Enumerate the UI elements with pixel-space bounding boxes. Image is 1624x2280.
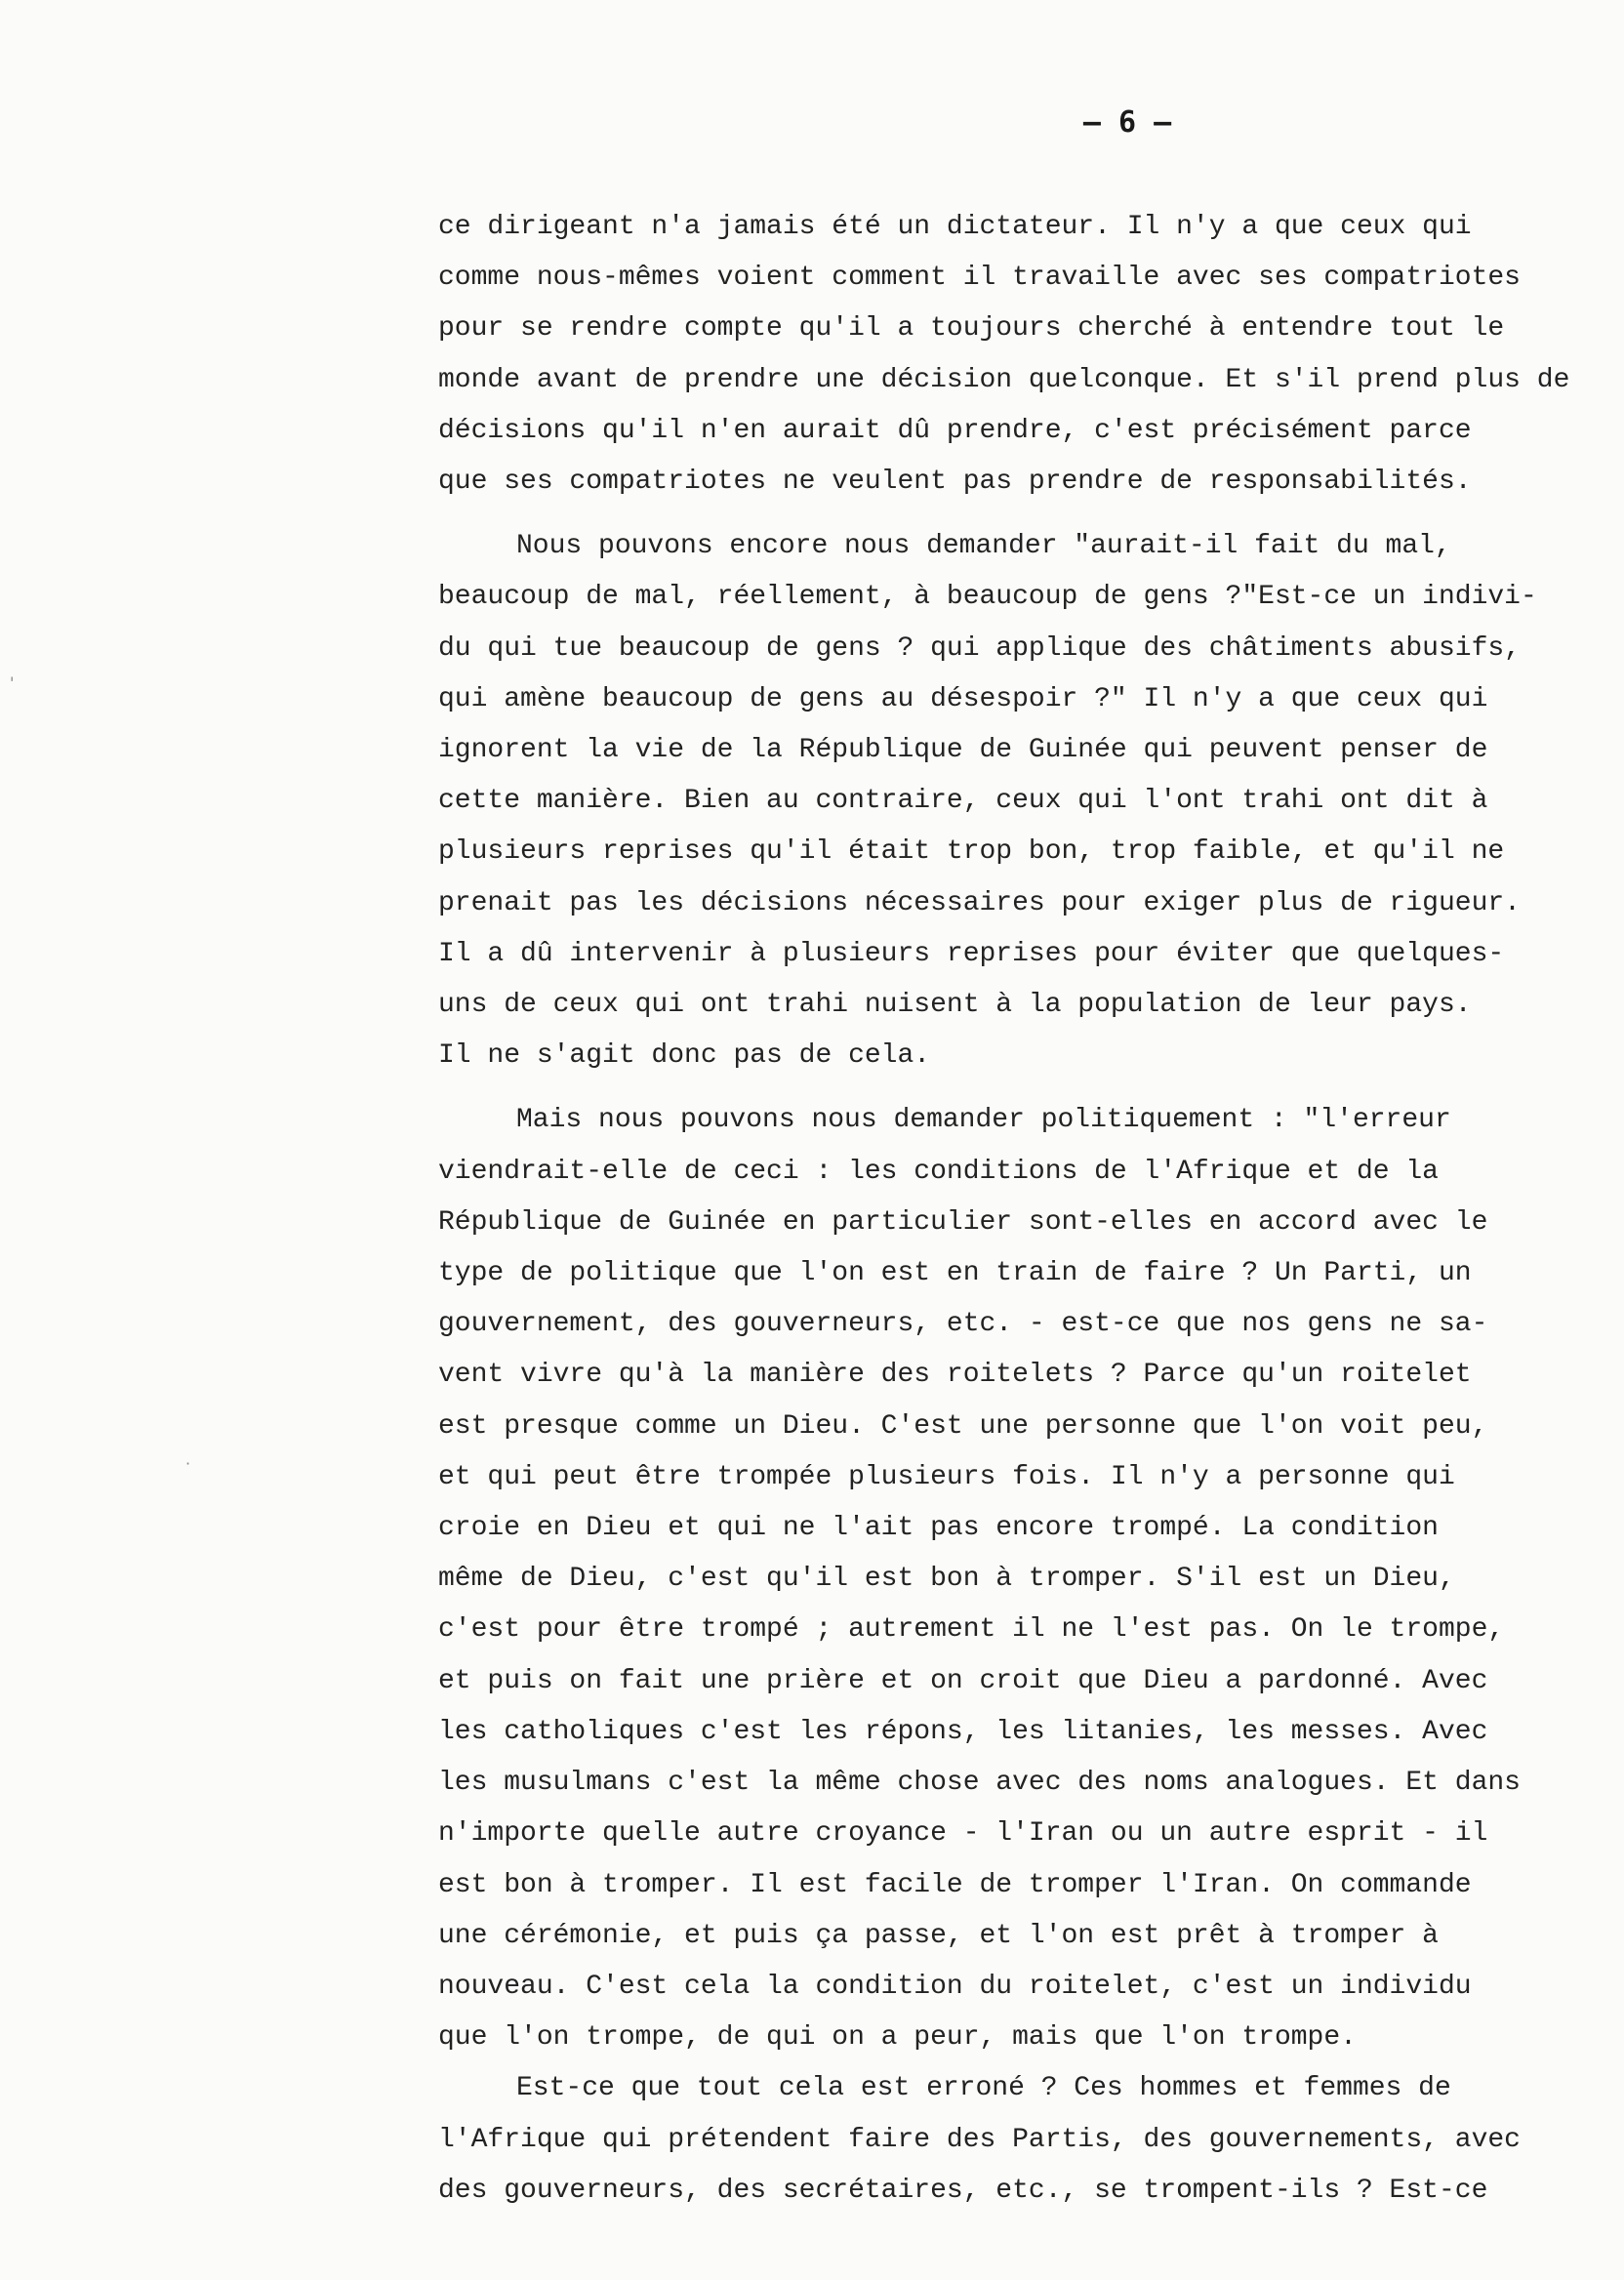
text-line: comme nous-mêmes voient comment il travaille avec ses compatriotes xyxy=(438,263,1521,294)
text-line: plusieurs reprises qu'il était trop bon, trop faible, et qu'il ne xyxy=(438,836,1505,868)
page-number: – 6 – xyxy=(1082,105,1172,140)
text-line: que ses compatriotes ne veulent pas prendre de responsabilités. xyxy=(438,467,1472,498)
text-line: Est-ce que tout cela est erroné ? Ces hommes et femmes de xyxy=(516,2073,1451,2104)
text-line: monde avant de prendre une décision quelconque. Et s'il prend plus de xyxy=(438,364,1570,395)
text-line: est bon à tromper. Il est facile de tromper l'Iran. On commande xyxy=(438,1869,1472,1900)
text-line: même de Dieu, c'est qu'il est bon à tromper. S'il est un Dieu, xyxy=(438,1564,1455,1595)
text-line: Il a dû intervenir à plusieurs reprises pour éviter que quelques- xyxy=(438,938,1505,969)
text-line: Mais nous pouvons nous demander politiquement : "l'erreur xyxy=(516,1105,1451,1136)
text-line: qui amène beaucoup de gens au désespoir ?" Il n'y a que ceux qui xyxy=(438,683,1488,714)
text-line: les musulmans c'est la même chose avec des noms analogues. Et dans xyxy=(438,1768,1521,1799)
text-line: viendrait-elle de ceci : les conditions de l'Afrique et de la xyxy=(438,1156,1439,1187)
text-line: ce dirigeant n'a jamais été un dictateur. Il n'y a que ceux qui xyxy=(438,212,1472,242)
text-line: les catholiques c'est les répons, les litanies, les messes. Avec xyxy=(438,1716,1488,1747)
text-line: croie en Dieu et qui ne l'ait pas encore trompé. La condition xyxy=(438,1513,1439,1544)
text-line: Il ne s'agit donc pas de cela. xyxy=(438,1040,931,1072)
text-line: c'est pour être trompé ; autrement il ne l'est pas. On le trompe, xyxy=(438,1614,1505,1646)
text-line: nouveau. C'est cela la condition du roitelet, c'est un individu xyxy=(438,1971,1472,2002)
text-line: beaucoup de mal, réellement, à beaucoup de gens ?"Est-ce un indivi- xyxy=(438,582,1537,613)
text-line: ignorent la vie de la République de Guinée qui peuvent penser de xyxy=(438,735,1488,766)
text-line: type de politique que l'on est en train de faire ? Un Parti, un xyxy=(438,1258,1472,1289)
text-line: du qui tue beaucoup de gens ? qui applique des châtiments abusifs, xyxy=(438,632,1521,664)
paragraph-2 xyxy=(438,521,1609,1081)
text-line: l'Afrique qui prétendent faire des Partis, des gouvernements, avec xyxy=(438,2124,1521,2155)
text-line: uns de ceux qui ont trahi nuisent à la population de leur pays. xyxy=(438,990,1472,1021)
document-body xyxy=(438,202,1609,2217)
paragraph-3 xyxy=(438,1095,1609,2063)
text-line: cette manière. Bien au contraire, ceux qui l'ont trahi ont dit à xyxy=(438,786,1488,817)
paragraph-1 xyxy=(438,202,1609,508)
text-line: n'importe quelle autre croyance - l'Iran ou un autre esprit - il xyxy=(438,1818,1488,1850)
text-line: gouvernement, des gouverneurs, etc. - est-ce que nos gens ne sa- xyxy=(438,1309,1488,1340)
text-line: décisions qu'il n'en aurait dû prendre, c'est précisément parce xyxy=(438,415,1472,446)
text-line: pour se rendre compte qu'il a toujours cherché à entendre tout le xyxy=(438,313,1505,345)
text-line: vent vivre qu'à la manière des roitelets ? Parce qu'un roitelet xyxy=(438,1360,1472,1391)
text-line: prenait pas les décisions nécessaires pour exiger plus de rigueur. xyxy=(438,887,1521,918)
text-line: est presque comme un Dieu. C'est une personne que l'on voit peu, xyxy=(438,1410,1488,1442)
text-line: des gouverneurs, des secrétaires, etc., se trompent-ils ? Est-ce xyxy=(438,2175,1488,2206)
text-line: une cérémonie, et puis ça passe, et l'on est prêt à tromper à xyxy=(438,1920,1439,1951)
text-line: et puis on fait une prière et on croit que Dieu a pardonné. Avec xyxy=(438,1665,1488,1696)
paragraph-4 xyxy=(438,2063,1609,2217)
text-line: Nous pouvons encore nous demander "aurait-il fait du mal, xyxy=(516,531,1451,562)
text-line: que l'on trompe, de qui on a peur, mais que l'on trompe. xyxy=(438,2022,1357,2054)
text-line: République de Guinée en particulier sont-elles en accord avec le xyxy=(438,1206,1488,1238)
margin-speck: · xyxy=(185,1454,191,1473)
text-line: et qui peut être trompée plusieurs fois. Il n'y a personne qui xyxy=(438,1461,1455,1492)
margin-speck: ' xyxy=(10,673,15,692)
